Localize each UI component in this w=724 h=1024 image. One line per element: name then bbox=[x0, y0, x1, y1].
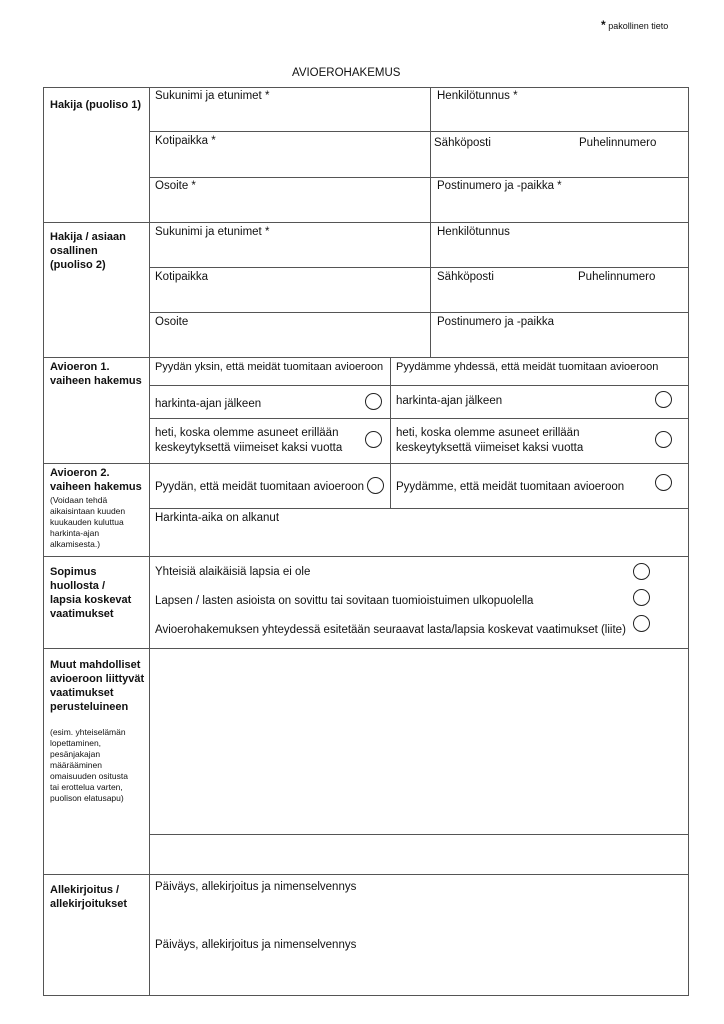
other-note-l3: pesänjakajan bbox=[50, 749, 101, 759]
a2-email-field[interactable]: Sähköposti bbox=[437, 271, 494, 283]
divider-p1 bbox=[43, 357, 689, 358]
divider-p2 bbox=[43, 463, 689, 464]
section-phase2-l1: Avioeron 2. bbox=[50, 467, 110, 479]
other-note-l5: omaisuuden ositusta bbox=[50, 771, 128, 781]
section-custody-l2: huollosta / bbox=[50, 580, 105, 592]
other-note-l1: (esim. yhteiselämän bbox=[50, 727, 126, 737]
p1-now-left-l1: heti, koska olemme asuneet erillään bbox=[155, 427, 339, 439]
other-note-l7: puolison elatusapu) bbox=[50, 793, 124, 803]
a1-col-divider bbox=[430, 87, 431, 222]
a1-row1 bbox=[149, 131, 689, 132]
a1-name-field[interactable]: Sukunimi ja etunimet * bbox=[155, 90, 270, 102]
phase2-note-l2: aikaisintaan kuuden bbox=[50, 506, 126, 516]
form-title: AVIOEROHAKEMUS bbox=[292, 67, 401, 79]
phase2-note-l3: kuukauden kuluttua bbox=[50, 517, 124, 527]
divider-a2 bbox=[43, 222, 689, 223]
section-other-l1: Muut mahdolliset bbox=[50, 659, 141, 671]
signature-line2-field[interactable]: Päiväys, allekirjoitus ja nimenselvennys bbox=[155, 939, 357, 951]
p1-now-left-radio[interactable] bbox=[365, 431, 382, 448]
p1-right-header: Pyydämme yhdessä, että meidät tuomitaan avioeroon bbox=[396, 361, 659, 373]
p1-now-left-l2: keskeytyksettä viimeiset kaksi vuotta bbox=[155, 442, 343, 454]
custody-opt2-radio[interactable] bbox=[633, 589, 650, 606]
a2-row2 bbox=[149, 312, 689, 313]
frame-left bbox=[43, 87, 44, 996]
phase2-note-l1: (Voidaan tehdä bbox=[50, 495, 108, 505]
section-applicant1: Hakija (puoliso 1) bbox=[50, 99, 142, 111]
a2-postal-field[interactable]: Postinumero ja -paikka bbox=[437, 316, 554, 328]
p1-now-right-l2: keskeytyksettä viimeiset kaksi vuotta bbox=[396, 442, 584, 454]
section-applicant2-l3: (puoliso 2) bbox=[50, 259, 106, 271]
p2-left-label: Pyydän, että meidät tuomitaan avioeroon bbox=[155, 481, 365, 493]
custody-opt2-label: Lapsen / lasten asioista on sovittu tai sovitaan tuomioistuimen ulkopuolella bbox=[155, 595, 534, 607]
p1-now-right-l1: heti, koska olemme asuneet erillään bbox=[396, 427, 580, 439]
a1-address-field[interactable]: Osoite * bbox=[155, 180, 196, 192]
a2-hometown-field[interactable]: Kotipaikka bbox=[155, 271, 209, 283]
section-custody-l4: vaatimukset bbox=[50, 608, 114, 620]
p2-col-divider bbox=[390, 463, 391, 508]
a1-email-field[interactable]: Sähköposti bbox=[434, 137, 491, 149]
a2-row1 bbox=[149, 267, 689, 268]
section-custody-l1: Sopimus bbox=[50, 566, 97, 578]
custody-opt3-label: Avioerohakemuksen yhteydessä esitetään seuraavat lasta/lapsia koskevat vaatimukset (liite) bbox=[155, 624, 626, 636]
p2-right-radio[interactable] bbox=[655, 474, 672, 491]
other-claims-textarea[interactable] bbox=[151, 650, 687, 833]
a2-col-divider bbox=[430, 222, 431, 357]
p1-after-left-radio[interactable] bbox=[365, 393, 382, 410]
section-phase1-l1: Avioeron 1. bbox=[50, 361, 110, 373]
custody-opt1-label: Yhteisiä alaikäisiä lapsia ei ole bbox=[155, 566, 311, 578]
signature-line1-field[interactable]: Päiväys, allekirjoitus ja nimenselvennys bbox=[155, 881, 357, 893]
frame-right bbox=[688, 87, 689, 996]
divider-other bbox=[43, 648, 689, 649]
required-star: * bbox=[601, 18, 606, 32]
section-phase1-l2: vaiheen hakemus bbox=[50, 375, 142, 387]
other-note-l2: lopettaminen, bbox=[50, 738, 102, 748]
phase2-note-l4: harkinta-ajan bbox=[50, 528, 100, 538]
p2-row1 bbox=[149, 508, 689, 509]
a1-hometown-field[interactable]: Kotipaikka * bbox=[155, 135, 216, 147]
section-other-l4: perusteluineen bbox=[50, 701, 129, 713]
a1-postal-field[interactable]: Postinumero ja -paikka * bbox=[437, 180, 562, 192]
p1-row1 bbox=[149, 385, 689, 386]
p1-row2 bbox=[149, 418, 689, 419]
p2-left-radio[interactable] bbox=[367, 477, 384, 494]
p1-now-right-radio[interactable] bbox=[655, 431, 672, 448]
section-applicant2-l2: osallinen bbox=[50, 245, 98, 257]
section-applicant2-l1: Hakija / asiaan bbox=[50, 231, 126, 243]
required-note bbox=[601, 18, 668, 33]
p1-left-header: Pyydän yksin, että meidät tuomitaan avioeroon bbox=[155, 361, 384, 373]
required-note-text: pakollinen tieto bbox=[608, 21, 669, 31]
other-note-l6: tai erottelua varten, bbox=[50, 782, 123, 792]
p1-after-right-label: harkinta-ajan jälkeen bbox=[396, 395, 503, 407]
a1-phone-field[interactable]: Puhelinnumero bbox=[579, 137, 657, 149]
section-other-l3: vaatimukset bbox=[50, 687, 114, 699]
section-signature-l1: Allekirjoitus / bbox=[50, 884, 120, 896]
custody-opt3-radio[interactable] bbox=[633, 615, 650, 632]
phase2-note-l5: alkamisesta.) bbox=[50, 539, 101, 549]
label-column-divider bbox=[149, 87, 150, 996]
frame-top bbox=[43, 87, 689, 88]
a1-ssn-field[interactable]: Henkilötunnus * bbox=[437, 90, 518, 102]
section-custody-l3: lapsia koskevat bbox=[50, 594, 132, 606]
section-signature-l2: allekirjoitukset bbox=[50, 898, 128, 910]
custody-opt1-radio[interactable] bbox=[633, 563, 650, 580]
section-other-l2: avioeroon liittyvät bbox=[50, 673, 145, 685]
divider-custody bbox=[43, 556, 689, 557]
a2-phone-field[interactable]: Puhelinnumero bbox=[578, 271, 656, 283]
other-inner-line bbox=[149, 834, 689, 835]
p1-after-left-label: harkinta-ajan jälkeen bbox=[155, 398, 262, 410]
p2-period-started-field[interactable]: Harkinta-aika on alkanut bbox=[155, 512, 280, 524]
a2-name-field[interactable]: Sukunimi ja etunimet * bbox=[155, 226, 270, 238]
frame-bottom bbox=[43, 995, 689, 996]
p2-right-label: Pyydämme, että meidät tuomitaan avioeroon bbox=[396, 481, 625, 493]
divider-signature bbox=[43, 874, 689, 875]
p1-col-divider bbox=[390, 357, 391, 463]
other-note-l4: määrääminen bbox=[50, 760, 102, 770]
section-phase2-l2: vaiheen hakemus bbox=[50, 481, 142, 493]
a2-address-field[interactable]: Osoite bbox=[155, 316, 189, 328]
a1-row2 bbox=[149, 177, 689, 178]
p1-after-right-radio[interactable] bbox=[655, 391, 672, 408]
a2-ssn-field[interactable]: Henkilötunnus bbox=[437, 226, 510, 238]
